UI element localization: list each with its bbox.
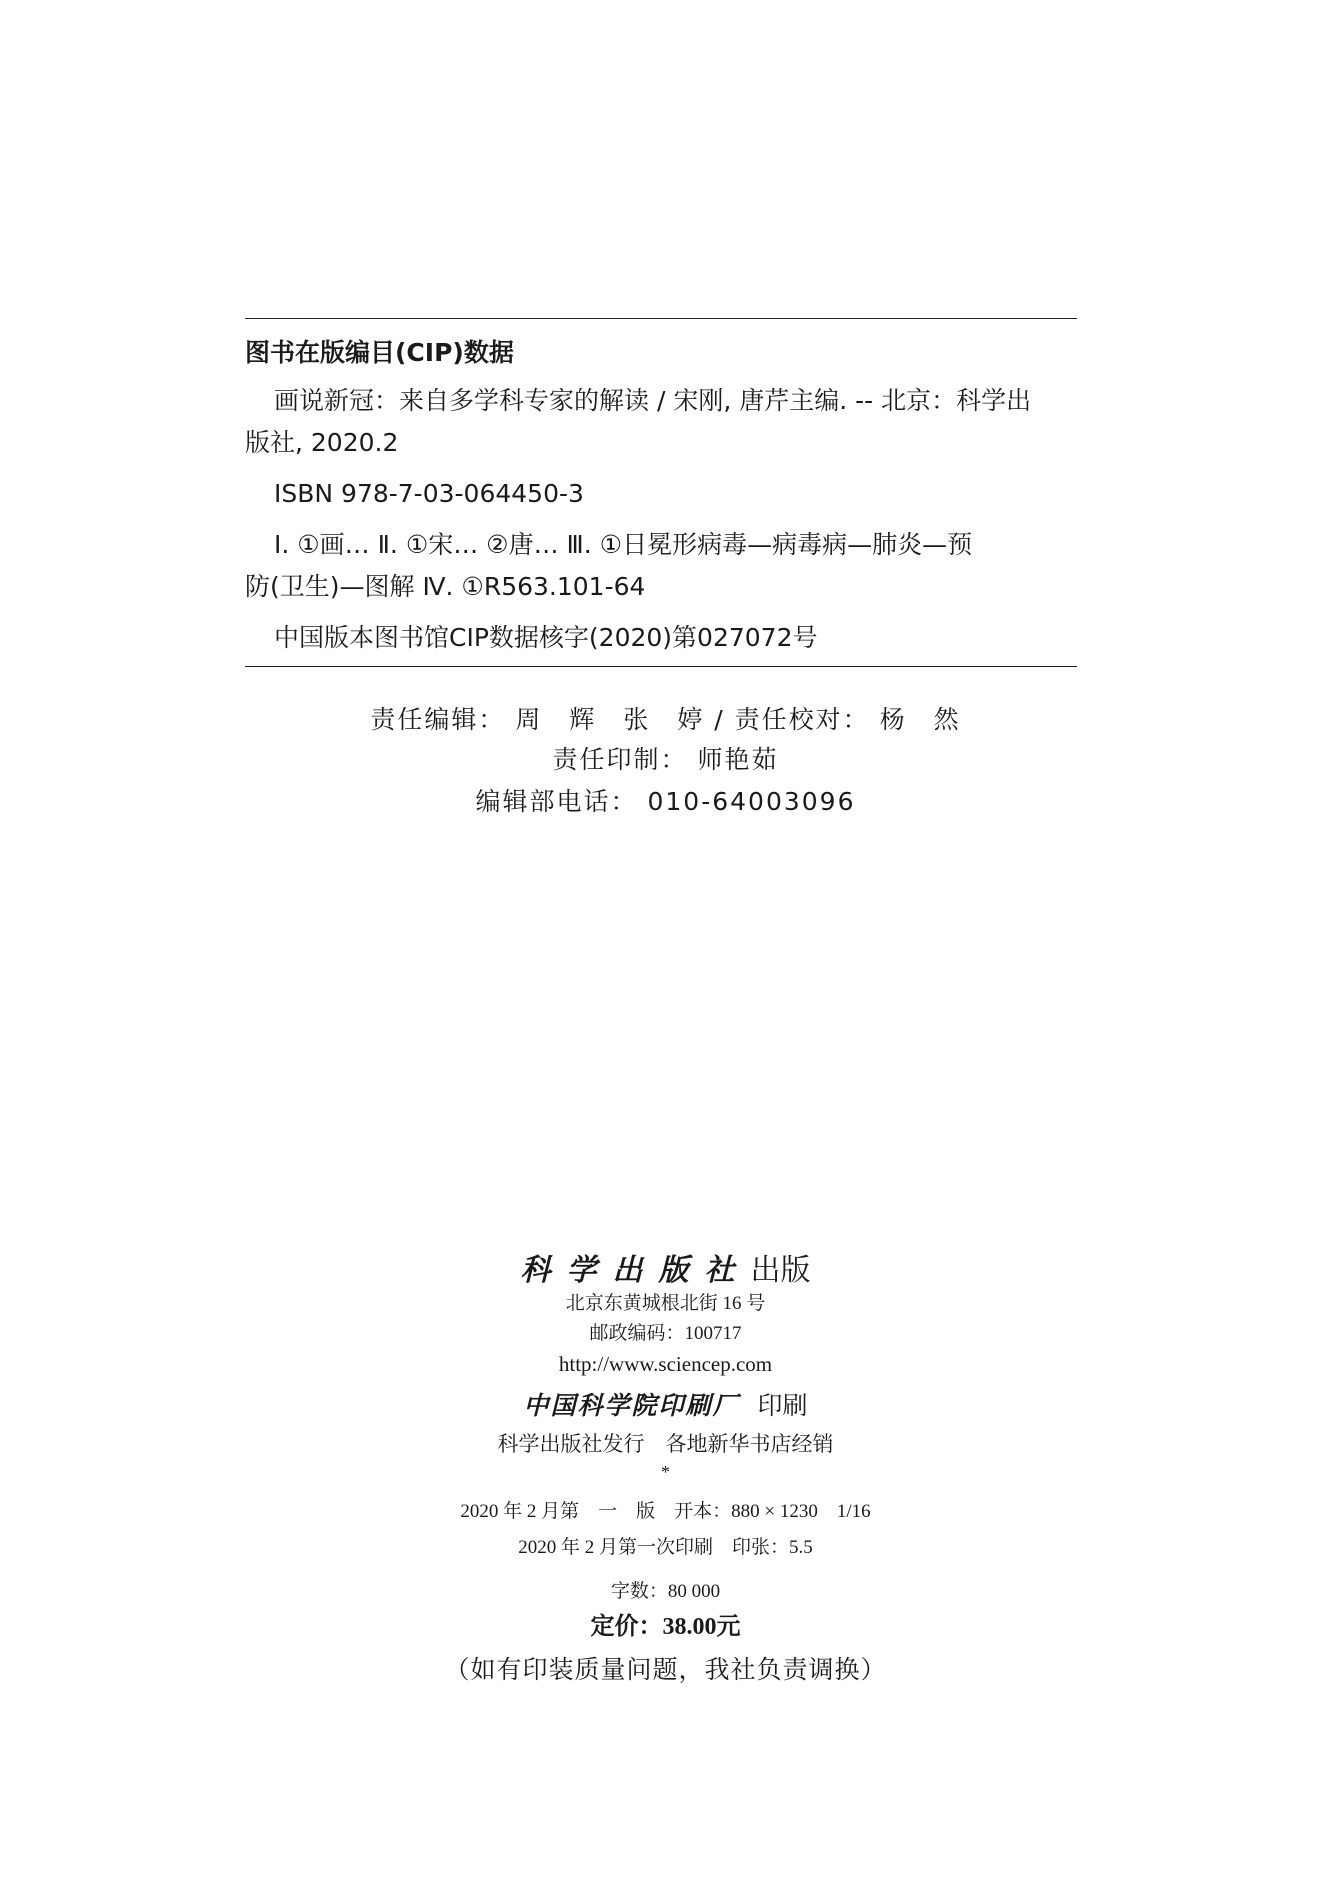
price: 定价：38.00元 — [590, 1614, 741, 1640]
printer-suffix: 印刷 — [757, 1393, 808, 1420]
phone-number: 010-64003096 — [647, 787, 856, 816]
publisher-url: http://www.sciencep.com — [558, 1352, 773, 1376]
proofreader-label: / 责任校对： — [714, 705, 870, 734]
credits-phone-line — [0, 782, 1331, 818]
publisher-name: 科学出版社 — [520, 1254, 751, 1287]
publisher-address: 北京东黄城根北街 16 号 — [565, 1293, 766, 1314]
proofreader-name: 杨 然 — [879, 705, 961, 734]
editors-names: 周 辉 张 婷 — [515, 705, 705, 734]
top-rule — [245, 318, 1077, 319]
printing-line: 2020 年 2 月第一次印刷 印张：5.5 — [518, 1537, 813, 1558]
cip-heading: 图书在版编目(CIP)数据 — [245, 338, 514, 367]
credits-editors-line — [0, 700, 1331, 736]
print-manager-label: 责任印制： — [552, 745, 688, 774]
cip-title-line: 画说新冠：来自多学科专家的解读 / 宋刚, 唐芹主编. -- 北京：科学出 — [274, 386, 1032, 415]
cip-title-line-continued: 版社, 2020.2 — [245, 428, 399, 457]
cip-subjects-line: Ⅰ. ①画… Ⅱ. ①宋… ②唐… Ⅲ. ①日冕形病毒—病毒病—肺炎—预 — [274, 530, 973, 559]
publisher-postcode: 邮政编码：100717 — [589, 1323, 742, 1344]
distribution-line: 科学出版社发行 各地新华书店经销 — [497, 1432, 834, 1456]
credits-print-line — [0, 740, 1331, 776]
edition-line: 2020 年 2 月第 一 版 开本：880 × 1230 1/16 — [460, 1501, 871, 1522]
cip-isbn: ISBN 978-7-03-064450-3 — [274, 479, 584, 508]
separator-star: * — [661, 1462, 670, 1482]
bottom-rule — [245, 666, 1077, 667]
publisher-suffix: 出版 — [750, 1254, 811, 1287]
editors-label: 责任编辑： — [370, 705, 506, 734]
printer-line — [0, 1386, 1331, 1422]
print-manager-name: 师艳茹 — [697, 745, 779, 774]
cip-subjects-line-continued: 防(卫生)—图解 Ⅳ. ①R563.101-64 — [245, 572, 646, 601]
phone-label: 编辑部电话： — [475, 787, 638, 816]
printer-name: 中国科学院印刷厂 — [523, 1393, 740, 1420]
publisher-line — [0, 1245, 1331, 1289]
cip-number: 中国版本图书馆CIP数据核字(2020)第027072号 — [274, 623, 818, 652]
word-count: 字数：80 000 — [610, 1581, 721, 1602]
cip-block — [245, 332, 1077, 659]
quality-notice: （如有印装质量问题，我社负责调换） — [444, 1655, 887, 1684]
